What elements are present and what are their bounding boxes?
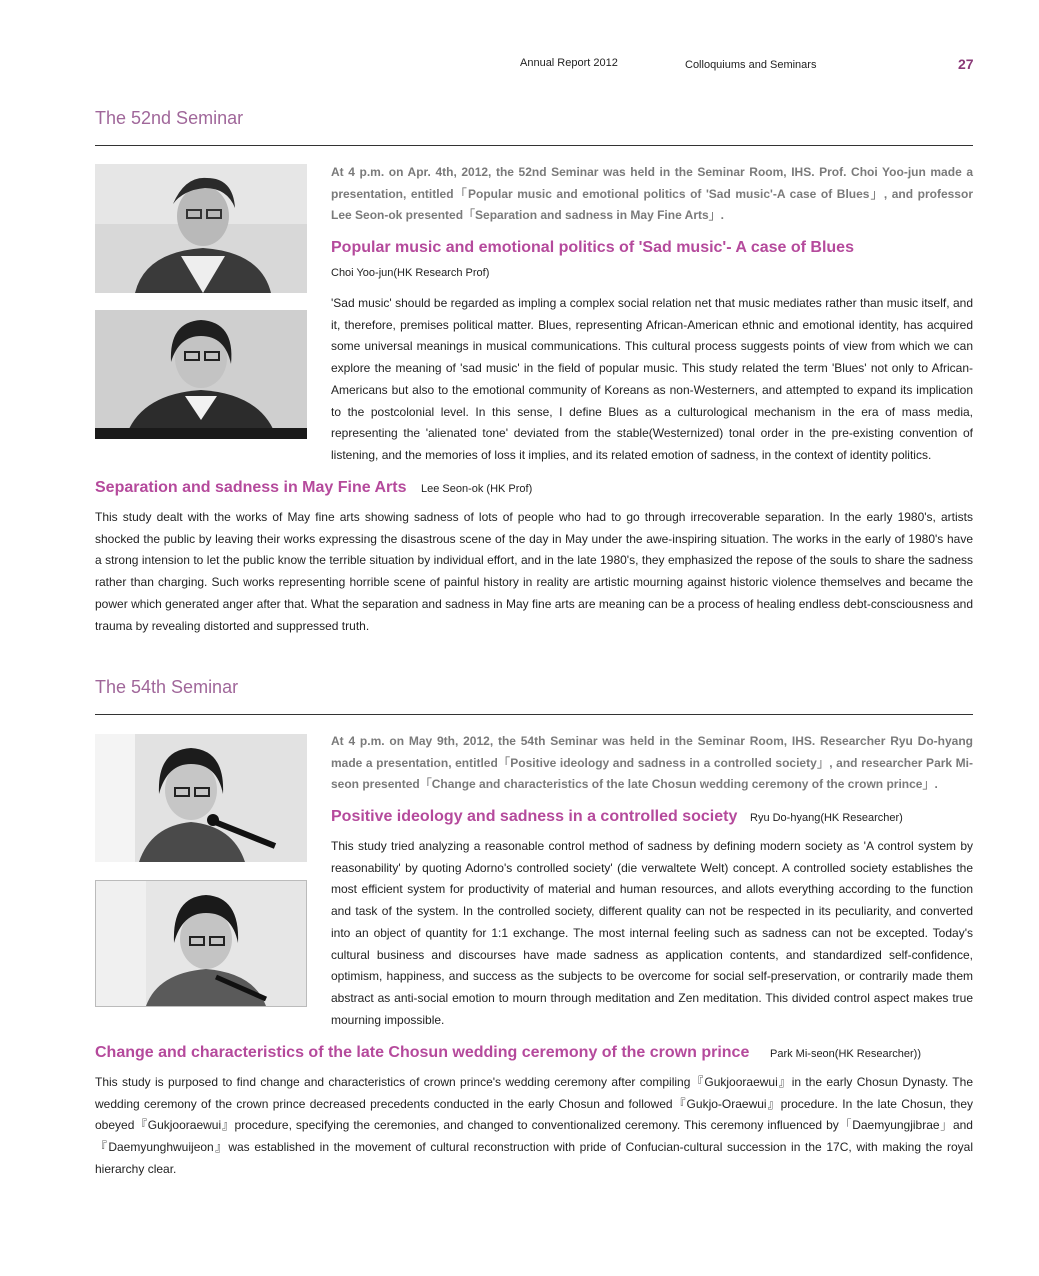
seminar-54-talk2-title: Change and characteristics of the late Chosun wedding ceremony of the crown prince [95,1044,750,1061]
seminar-52-intro: At 4 p.m. on Apr. 4th, 2012, the 52nd Seminar was held in the Seminar Room, IHS. Prof. Choi Yoo-jun made a presentation, entitled「Popular music and emotional politics of 'Sad music'-A case of Blues」, and professor Lee Seon-ok presented「Separation and sadness in May Fine Arts」. [331,165,973,223]
running-header-report: Annual Report 2012 [520,57,618,69]
seminar-52-talk2-title: Separation and sadness in May Fine Arts [95,479,407,496]
seminar-54-talk1-body: This study tried analyzing a reasonable control method of sadness by defining modern society as 'A control system by reasonability' by quoting Adorno's controlled society' (die verwaltete Welt) concept. A controlled society establishes the most efficient system for productivity of material and human resources, and allots everything according to the function and task of the system. In the controlled society, different quality can not be respected in its peculiarity, and converted into an object of quantity for 1:1 exchange. The most internal feeling such as sadness can not be excepted. Today's cultural business and discourses have made sadness as application contents, and standardized self-confidence, optimism, happiness, and success as the subjects to be overcome for social self-preservation, or contrarily made them abstract as anti-social emotion to mourn through meditation and Zen meditation. This divided control aspect makes true mourning impossible. [331,839,973,1027]
seminar-52-talk2-body: This study dealt with the works of May fine arts showing sadness of lots of people who had to go through irrecoverable separation. In the early 1980's, artists shocked the public by leaving their works expressing the disastrous scene of the day in May under the awe-inspiring situation. The works in the early of 1980's have a strong intension to let the public know the terrible situation by individual effort, and in the late 1980's, they emphasized the repose of the souls to share the sadness rather than charging. Such works representing horrible scene of painful history in reality are artistic mourning against historic violence themselves and became the power which generated anger after that. What the separation and sadness in May fine arts are meaning can be a process of healing endless debt-consciousness and trauma by revealing distorted and suppressed truth. [95,510,973,633]
running-header-section: Colloquiums and Seminars [685,59,817,71]
photo-lee-seon-ok [95,310,307,439]
seminar-54-title: The 54th Seminar [95,677,239,697]
seminar-54-talk2-author: Park Mi-seon(HK Researcher)) [770,1048,921,1060]
section-divider [95,145,973,146]
seminar-52-talk2-author: Lee Seon-ok (HK Prof) [421,483,533,495]
page-number: 27 [958,56,974,72]
seminar-54-talk1-title: Positive ideology and sadness in a controlled society [331,808,738,825]
photo-choi-yoo-jun [95,164,307,293]
seminar-52-talk1-author: Choi Yoo-jun(HK Research Prof) [331,267,490,279]
seminar-52-talk1-title: Popular music and emotional politics of 'Sad music'- A case of Blues [331,239,854,256]
photo-ryu-do-hyang-1 [95,734,307,862]
seminar-54-talk2-body: This study is purposed to find change and characteristics of crown prince's wedding ceremony after compiling『Gukjooraewui』in the early Chosun Dynasty. The wedding ceremony of the crown prince decreased precedents conducted in the early Chosun and followed『Gukjo-Oraewui』procedure. In the late Chosun, they obeyed『Gukjooraewui』procedure, specifying the ceremonies, and changed to conventionalized ceremony. This ceremony influenced by「Daemyungjibrae」and『Daemyunghwuijeon』was established in the movement of cultural reconstruction with pride of Confucian-cultural succession in the 17C, with making the royal hierarchy clear. [95,1075,973,1176]
seminar-52-talk1-body: 'Sad music' should be regarded as impling a complex social relation net that music mediates rather than music itself, and it, therefore, premises political matter. Blues, representing African-American ethnic and emotional identity, has acquired some universal meanings in musical communications. This cultural process suggests points of view from which we can explore the meaning of 'sad music' in the field of popular music. This study related the term 'Blues' not only to African-Americans but also to the emotional community of Koreans as non-Westerners, and attempted to expand its implication to the postcolonial level. In this sense, I define Blues as a culturological mechanism in the era of mass media, representing the 'alienated tone' deviated from the stable(Westernized) tonal order in the pre-existing convention of listening, and the memories of loss it implies, and its related emotion of sadness, in the context of identity politics. [331,296,973,462]
seminar-54-intro: At 4 p.m. on May 9th, 2012, the 54th Seminar was held in the Seminar Room, IHS. Researcher Ryu Do-hyang made a presentation, entitled「Positive ideology and sadness in a controlled society」, and researcher Park Mi-seon presented「Change and characteristics of the late Chosun wedding ceremony of the crown prince」. [331,734,973,792]
seminar-54-talk1-author: Ryu Do-hyang(HK Researcher) [750,812,903,824]
photo-ryu-do-hyang-2 [95,880,307,1007]
section-divider [95,714,973,715]
seminar-52-title: The 52nd Seminar [95,108,244,128]
